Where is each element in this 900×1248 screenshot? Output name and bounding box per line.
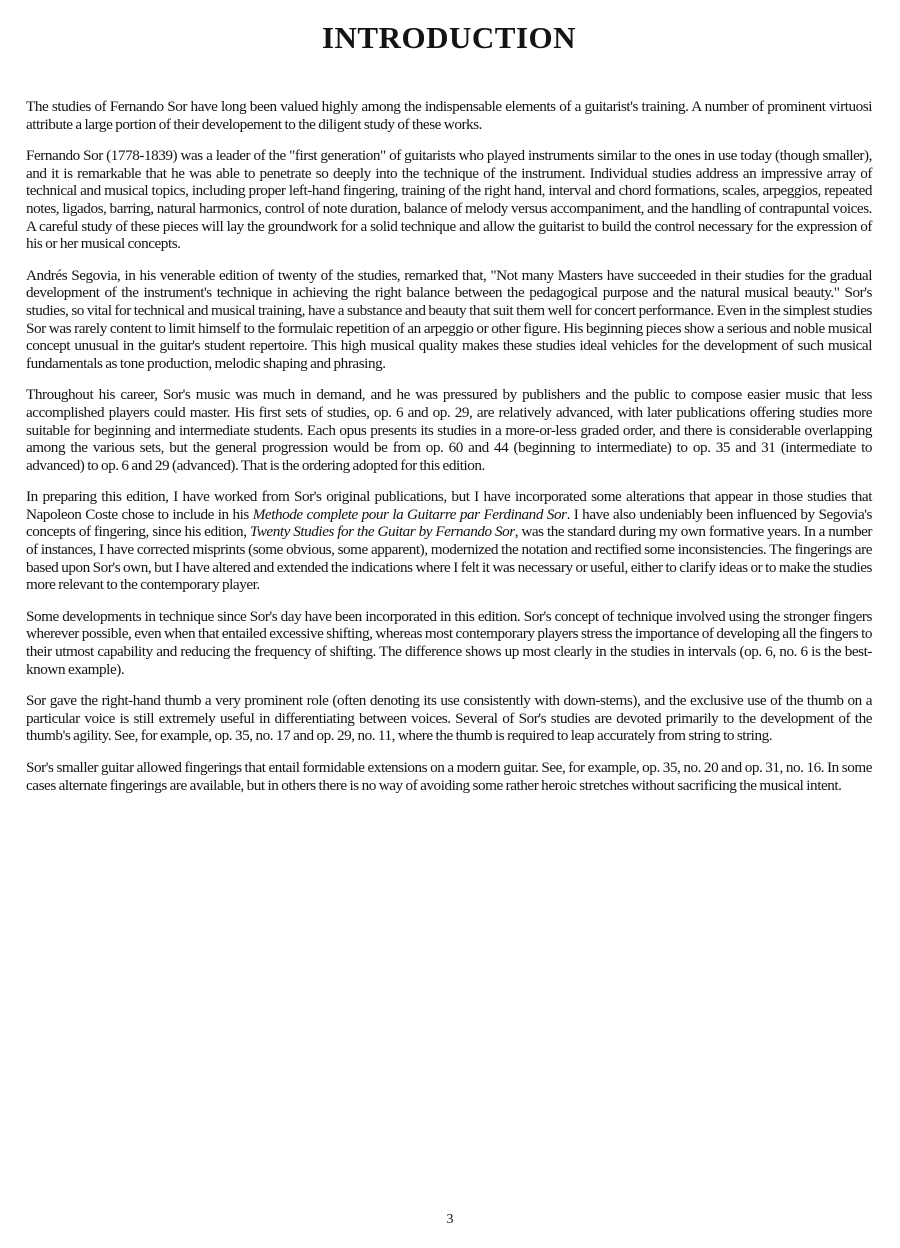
edition-text-2: . I have also undeniably been influenced by Segovia's concepts of fingering, since his edition, (26, 505, 872, 541)
coste-method-title: Methode complete pour la Guitarre par Ferdinand Sor (252, 505, 567, 523)
paragraph-career: Throughout his career, Sor's music was much in demand, and he was pressured by publishers and the public to compose easier music that less accomplished players could master. His first sets of studies, op. 6 and op. 29, are relatively advanced, with later publications offering studies more suitable for beginning and intermediate students. Each opus presents its studies in a more-or-less graded order, and there is considerable overlapping among the various sets, but the general progression would be from op. 60 and 44 (beginning to intermediate) to op. 35 and 31 (intermediate to advanced) to op. 6 and 29 (advanced). That is the ordering adopted for this edition. (26, 386, 872, 474)
paragraph-smaller-guitar: Sor's smaller guitar allowed fingerings that entail formidable extensions on a modern guitar. See, for example, op. 35, no. 20 and op. 31, no. 16. In some cases alternate fingerings are available, but in others there is no way of avoiding some rather heroic stretches without sacrificing the musical intent. (26, 759, 872, 794)
edition-text-3: , was the standard during my own formative years. In a number of instances, I have corrected misprints (some obvious, some apparent), modernized the notation and rectified some inconsistencies. The fingerings are based upon Sor's own, but I have altered and extended the indications where I felt it was necessary or useful, either to clarify ideas or to make the studies more relevant to the contemporary player. (26, 523, 872, 594)
segovia-edition-title: Twenty Studies for the Guitar by Fernando Sor (249, 523, 515, 541)
page-title: INTRODUCTION (321, 20, 577, 55)
paragraph-intro: The studies of Fernando Sor have long been valued highly among the indispensable elements of a guitarist's training. A number of prominent virtuosi attribute a large portion of their developement to the diligent study of these works. (26, 98, 872, 133)
paragraph-thumb: Sor gave the right-hand thumb a very prominent role (often denoting its use consistently with down-stems), and the exclusive use of the thumb on a particular voice is still extremely useful in differentiating between voices. Several of Sor's studies are devoted primarily to the development of the thumb's agility. See, for example, op. 35, no. 17 and op. 29, no. 11, where the thumb is required to leap accurately from string to string. (26, 692, 872, 745)
edition-text-1: In preparing this edition, I have worked from Sor's original publications, but I have incorporated some alterations that appear in those studies that Napoleon Coste chose to include in his (26, 488, 872, 523)
paragraph-segovia: Andrés Segovia, in his venerable edition of twenty of the studies, remarked that, "Not many Masters have succeeded in their studies for the gradual development of the instrument's technique in achieving the right balance between the pedagogical purpose and the natural musical beauty." Sor's studies, so vital for technical and musical training, have a substance and beauty that suit them well for concert performance. Even in the simplest studies Sor was rarely content to limit himself to the formulaic repetition of an arpeggio or other figure. His beginning pieces show a serious and noble musical concept unusual in the guitar's student repertoire. This high musical quality makes these studies ideal vehicles for the development of such musical fundamentals as tone production, melodic shaping and phrasing. (26, 266, 872, 372)
paragraph-edition-sources (26, 488, 872, 594)
paragraph-sor-biography: Fernando Sor (1778-1839) was a leader of the "first generation" of guitarists who played instruments similar to the ones in use today (though smaller), and it is remarkable that he was able to penetrate so deeply into the technique of the instrument. Individual studies address an impressive array of technical and musical topics, including proper left-hand fingering, training of the right hand, interval and chord formations, scales, arpeggios, repeated notes, ligados, barring, natural harmonics, control of note duration, balance of melody versus accompaniment, and the handling of contrapuntal voices. A careful study of these pieces will lay the groundwork for a solid technique and allow the guitarist to build the control necessary for the expression of his or her musical concepts. (26, 147, 872, 253)
paragraph-technique: Some developments in technique since Sor's day have been incorporated in this edition. Sor's concept of technique involved using the stronger fingers wherever possible, even when that entailed excessive shifting, whereas most contemporary players stress the importance of developing all the fingers to their utmost capability and reducing the frequency of shifting. The difference shows up most clearly in the studies in intervals (op. 6, no. 6 is the best-known example). (26, 607, 872, 678)
page-number: 3 (446, 1212, 454, 1227)
